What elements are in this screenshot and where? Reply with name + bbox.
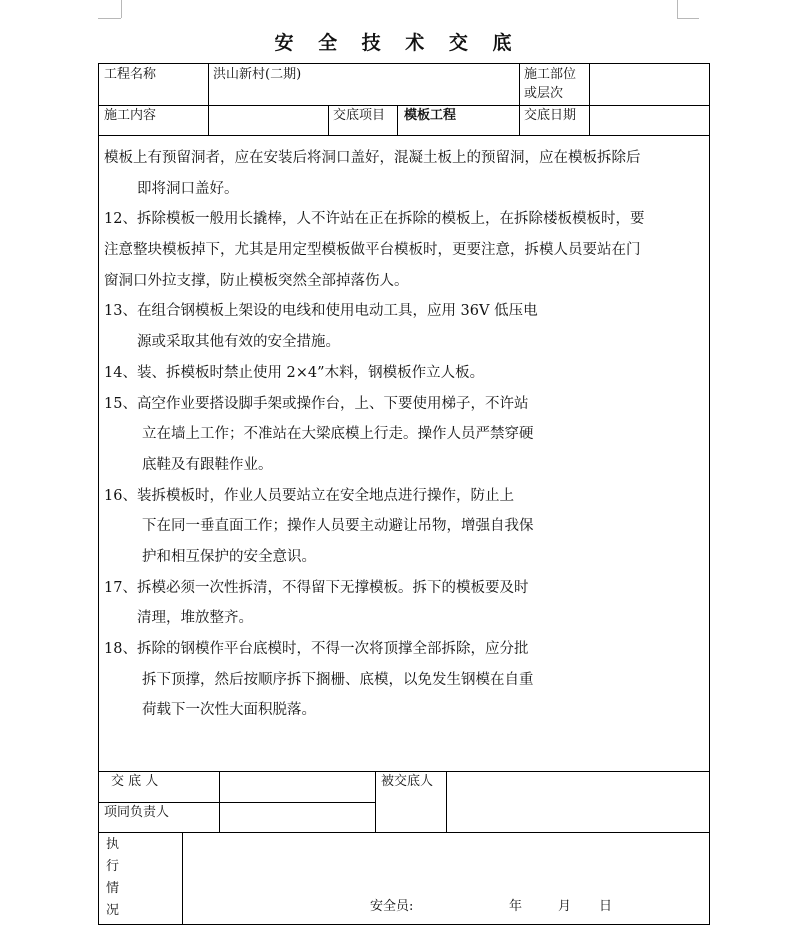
execution-status-label: [106, 834, 122, 922]
briefing-date-label: 交底日期: [524, 108, 577, 123]
content-line: 18、拆除的钢模作平台底模时，不得一次将顶撑全部拆除，应分批: [104, 641, 529, 657]
col-divider: [208, 64, 209, 135]
content-line: 13、在组合钢模板上架设的电线和使用电动工具，应用 36V 低压电: [104, 303, 538, 320]
content-line: 源或采取其他有效的安全措施。: [137, 334, 340, 351]
content-line: 12、拆除模板一般用长撬棒，人不许站在正在拆除的模板上，在拆除楼板模板时，要: [104, 211, 645, 228]
execution-char: 执: [106, 837, 120, 852]
content-line: 窗洞口外拉支撑，防止模板突然全部掉落伤人。: [104, 272, 409, 289]
content-label: 施工内容: [104, 108, 157, 123]
year-label: 年: [509, 899, 523, 914]
col-divider: [446, 771, 447, 832]
content-line: 拆下顶撑，然后按顺序拆下搁栅、底模，以免发生钢模在自重: [142, 671, 534, 688]
receiver-label: 被交底人: [381, 774, 434, 789]
presenter-label: 交 底 人: [111, 774, 159, 789]
execution-char: 情: [106, 881, 120, 896]
safety-officer-label: 安全员:: [370, 899, 414, 914]
col-divider: [519, 64, 520, 135]
crop-mark-right: [677, 0, 678, 18]
content-line: 注意整块模板掉下，尤其是用定型模板做平台模板时，更要注意，拆模人员要站在门: [104, 242, 641, 259]
location-label-line1: 施工部位: [524, 67, 577, 82]
col-divider: [397, 105, 398, 135]
col-divider: [219, 771, 220, 832]
project-name-label: 工程名称: [104, 67, 157, 82]
document-title: 安 全 技 术 交 底: [274, 32, 521, 54]
briefing-content: [104, 143, 708, 726]
row-divider: [99, 832, 709, 833]
briefing-item-label: 交底项目: [333, 108, 386, 123]
content-line: 护和相互保护的安全意识。: [142, 548, 316, 565]
crop-mark-left-horizontal: [98, 18, 121, 19]
content-line: 清理，堆放整齐。: [137, 610, 253, 627]
day-label: 日: [599, 899, 613, 914]
content-line: 即将洞口盖好。: [137, 180, 239, 197]
project-manager-label: 项同负责人: [104, 805, 170, 820]
content-line: 下在同一垂直面工作；操作人员要主动避让吊物，增强自我保: [142, 518, 534, 535]
col-divider: [182, 832, 183, 924]
briefing-item-value: 模板工程: [404, 108, 457, 123]
row-divider: [99, 135, 709, 136]
crop-mark-right-horizontal: [677, 18, 699, 19]
col-divider: [375, 771, 376, 832]
content-line: 14、装、拆模板时禁止使用 2×4”木料，钢模板作立人板。: [104, 364, 485, 381]
month-label: 月: [558, 899, 572, 914]
execution-char: 况: [106, 903, 120, 918]
content-line: 16、装拆模板时，作业人员要站立在安全地点进行操作，防止上: [104, 487, 514, 504]
location-label-line2: 或层次: [524, 86, 564, 101]
execution-char: 行: [106, 859, 120, 874]
project-name-value: 洪山新村(二期): [213, 67, 302, 82]
content-line: 立在墙上工作；不准站在大梁底模上行走。操作人员严禁穿硬: [142, 426, 534, 443]
row-divider: [99, 771, 709, 772]
content-line: 底鞋及有跟鞋作业。: [142, 456, 273, 473]
row-divider: [99, 802, 375, 803]
crop-mark-left: [121, 0, 122, 18]
content-line: 17、拆模必须一次性拆清，不得留下无撑模板。拆下的模板要及时: [104, 579, 529, 596]
col-divider: [328, 105, 329, 135]
content-line: 15、高空作业要搭设脚手架或操作台，上、下要使用梯子，不许站: [104, 395, 529, 412]
row-divider: [99, 105, 709, 106]
col-divider: [589, 64, 590, 135]
content-line: 荷载下一次性大面积脱落。: [142, 702, 316, 719]
content-line: 模板上有预留洞者，应在安装后将洞口盖好，混凝土板上的预留洞，应在模板拆除后: [104, 150, 641, 166]
